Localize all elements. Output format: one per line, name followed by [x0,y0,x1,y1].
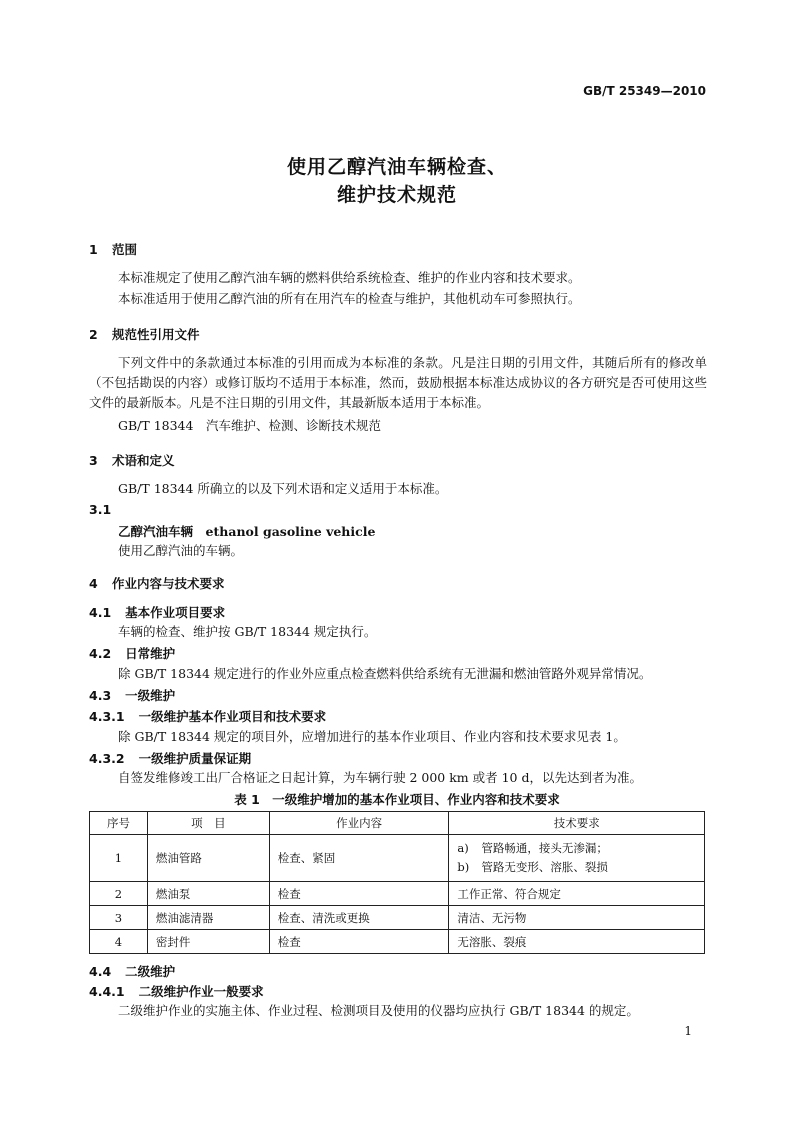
cell-item: 燃油滤清器 [147,906,269,930]
section-4-3-heading [89,686,175,704]
cell-requirement: 无溶胀、裂痕 [449,930,705,954]
subsection-number: 4.3.1 [89,709,125,724]
term-number: 3.1 [89,502,112,517]
subsection-title: 基本作业项目要求 [125,605,226,620]
cell-content: 检查 [269,882,449,906]
cell-content: 检查、清洗或更换 [269,906,449,930]
subsection-number: 4.4.1 [89,984,125,999]
maintenance-table [89,811,705,954]
page-number: 1 [684,1024,692,1038]
subsection-title: 日常维护 [125,646,176,661]
cell-requirement: 工作正常、符合规定 [449,882,705,906]
section-number: 4 [89,576,98,591]
section-1-paragraph-1: 本标准规定了使用乙醇汽油车辆的燃料供给系统检查、维护的作业内容和技术要求。 [118,270,581,285]
table-row [90,930,705,954]
section-4-3-1-text: 除 GB/T 18344 规定的项目外，应增加进行的基本作业项目、作业内容和技术要求见表 1。 [118,729,626,744]
cell-content: 检查、紧固 [269,835,449,882]
term-entry [118,522,375,540]
subsection-number: 4.1 [89,605,112,620]
subsection-title: 一级维护 [125,688,176,703]
section-number: 3 [89,453,98,468]
section-3-heading [89,451,175,469]
subsection-title: 二级维护 [125,964,176,979]
section-4-3-2-text: 自签发维修竣工出厂合格证之日起计算，为车辆行驶 2 000 km 或者 10 d，以先达到者为准。 [118,770,642,785]
cell-requirement [449,835,705,882]
section-4-2-heading [89,644,175,662]
cell-requirement: 清洁、无污物 [449,906,705,930]
section-2-heading [89,325,200,343]
section-3-paragraph-1: GB/T 18344 所确立的以及下列术语和定义适用于本标准。 [118,481,448,496]
cell-content: 检查 [269,930,449,954]
subsection-title: 二级维护作业一般要求 [138,984,264,999]
cell-no: 2 [90,882,148,906]
term-chinese: 乙醇汽油车辆 [118,524,194,539]
section-4-1-text: 车辆的检查、维护按 GB/T 18344 规定执行。 [118,624,377,639]
cell-item: 密封件 [147,930,269,954]
subsection-number: 4.3.2 [89,751,125,766]
cell-item: 燃油管路 [147,835,269,882]
table-caption: 表 1 一级维护增加的基本作业项目、作业内容和技术要求 [234,792,560,807]
column-header-item: 项 目 [147,812,269,835]
cell-no: 4 [90,930,148,954]
document-title-line2: 维护技术规范 [336,184,457,206]
column-header-content: 作业内容 [269,812,449,835]
section-title: 范围 [112,242,138,257]
section-4-1-heading [89,603,225,621]
subsection-title: 一级维护基本作业项目和技术要求 [138,709,327,724]
table-row [90,906,705,930]
table-header-row [90,812,705,835]
section-number: 1 [89,242,98,257]
section-title: 术语和定义 [112,453,175,468]
section-title: 规范性引用文件 [112,327,200,342]
normative-reference: GB/T 18344 汽车维护、检测、诊断技术规范 [118,418,381,433]
table-row [90,882,705,906]
cell-no: 1 [90,835,148,882]
section-4-2-text: 除 GB/T 18344 规定进行的作业外应重点检查燃料供给系统有无泄漏和燃油管路外观异常情况。 [118,666,652,681]
section-title: 作业内容与技术要求 [112,576,225,591]
term-definition: 使用乙醇汽油的车辆。 [118,543,244,558]
section-4-3-2-heading [89,749,251,767]
cell-item: 燃油泵 [147,882,269,906]
section-number: 2 [89,327,98,342]
requirement-a: a) 管路畅通，接头无渗漏； [457,841,608,855]
subsection-number: 4.4 [89,964,112,979]
subsection-number: 4.2 [89,646,112,661]
column-header-requirement: 技术要求 [449,812,705,835]
standard-number: GB/T 25349—2010 [583,84,706,98]
section-4-4-heading [89,962,175,980]
section-1-paragraph-2: 本标准适用于使用乙醇汽油的所有在用汽车的检查与维护，其他机动车可参照执行。 [118,291,581,306]
term-english: ethanol gasoline vehicle [205,524,376,539]
subsection-number: 4.3 [89,688,112,703]
section-4-4-1-heading [89,982,264,1000]
column-header-no: 序号 [90,812,148,835]
requirement-b: b) 管路无变形、溶胀、裂损 [457,860,608,874]
document-title-line1: 使用乙醇汽油车辆检查、 [286,156,507,178]
section-4-4-1-text: 二级维护作业的实施主体、作业过程、检测项目及使用的仪器均应执行 GB/T 18344 的规定。 [118,1003,639,1018]
table-row [90,835,705,882]
section-2-paragraph-1: 下列文件中的条款通过本标准的引用而成为本标准的条款。凡是注日期的引用文件，其随后所有的修改单（不包括勘误的内容）或修订版均不适用于本标准，然而，鼓励根据本标准达成协议的各方研究是否可使用这些文件的最新版本。凡是不注日期的引用文件，其最新版本适用于本标准。 [89,355,707,410]
subsection-title: 一级维护质量保证期 [138,751,252,766]
section-1-heading [89,240,137,258]
cell-no: 3 [90,906,148,930]
section-4-3-1-heading [89,707,326,725]
section-4-heading [89,574,225,592]
